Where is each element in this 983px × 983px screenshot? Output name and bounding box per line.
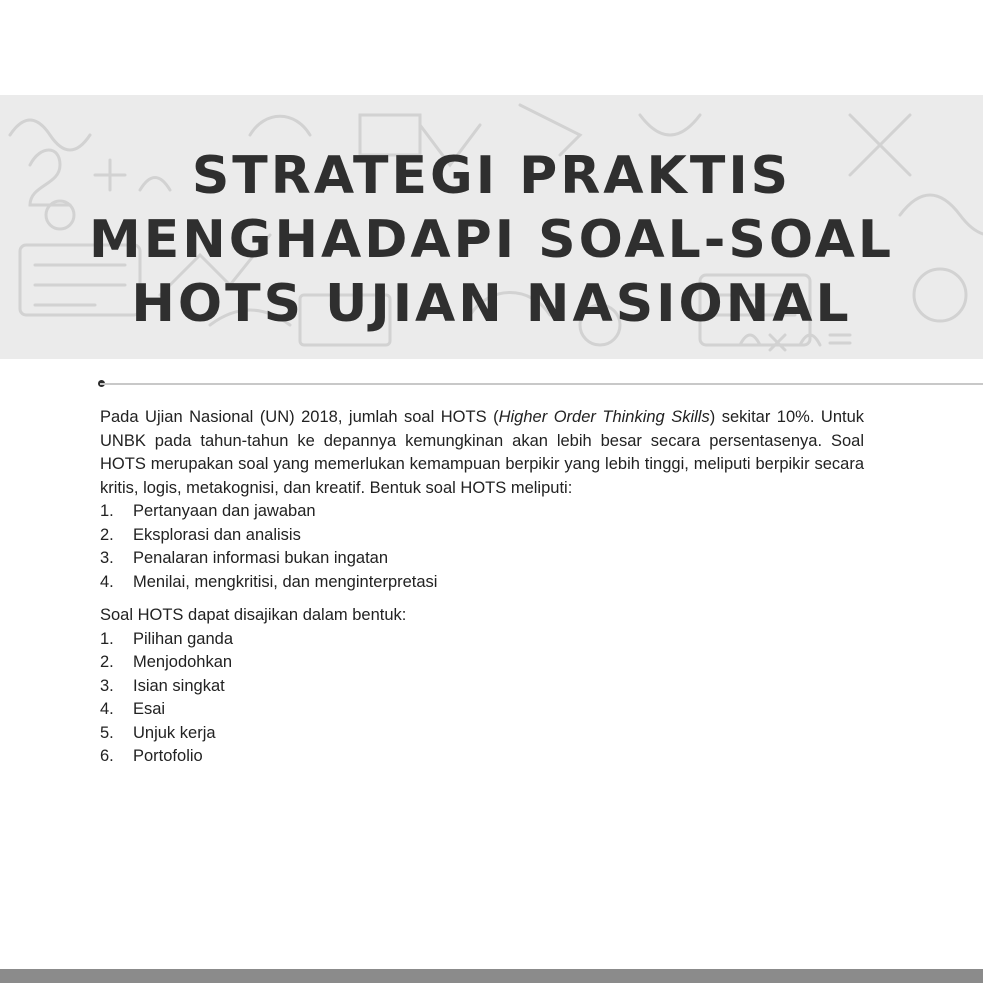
list-text: Eksplorasi dan analisis (133, 525, 301, 544)
list-number: 6. (100, 747, 114, 765)
list-text: Penalaran informasi bukan ingatan (133, 549, 389, 567)
list-text: Portofolio (133, 747, 203, 765)
list-number: 1. (100, 629, 114, 648)
list-number: 2. (100, 653, 114, 671)
section-divider (100, 383, 983, 385)
list-number: 5. (100, 723, 114, 742)
list-text: Unjuk kerja (133, 723, 216, 742)
title-line-1: STRATEGI PRAKTIS (191, 146, 792, 206)
list-item (100, 675, 864, 699)
list-item (100, 500, 864, 524)
title-line-2: MENGHADAPI SOAL-SOAL (88, 210, 895, 270)
list-text: Pilihan ganda (133, 629, 233, 648)
presentation-form-list (100, 628, 864, 769)
hots-form-list (100, 500, 864, 594)
title-line-3: HOTS UJIAN NASIONAL (131, 274, 852, 334)
list-item (100, 571, 864, 595)
list-item (100, 698, 864, 722)
presentation-paragraph: Soal HOTS dapat disajikan dalam bentuk: (100, 606, 407, 624)
intro-text-start: Pada Ujian Nasional (UN) 2018, jumlah soal HOTS ( (100, 408, 499, 426)
intro-text-end: ) sekitar 10%. Untuk UNBK pada tahun-tahun ke depannya kemungkinan akan lebih besar secara persentasenya. Soal HOTS merupakan soal yang memerlukan kemampuan berpikir yang lebih tinggi, meliputi berpikir secara kritis, logis, metakognisi, dan kreatif. Bentuk soal HOTS meliputi: (100, 408, 865, 497)
list-text: Esai (133, 700, 166, 718)
body-content (100, 406, 864, 769)
list-number: 2. (100, 525, 114, 544)
list-number: 3. (100, 549, 114, 567)
list-text: Menjodohkan (133, 653, 233, 671)
list-text: Pertanyaan dan jawaban (133, 502, 316, 520)
list-item (100, 745, 864, 769)
list-item (100, 651, 864, 675)
footer-bar (0, 969, 983, 983)
page-title (0, 144, 983, 336)
list-item (100, 547, 864, 571)
list-item (100, 722, 864, 746)
list-item (100, 524, 864, 548)
intro-paragraph (100, 406, 864, 500)
list-text: Menilai, mengkritisi, dan menginterpretasi (133, 572, 438, 591)
list-text: Isian singkat (133, 676, 225, 695)
list-number: 4. (100, 572, 114, 591)
list-number: 4. (100, 700, 114, 718)
list-number: 1. (100, 502, 114, 520)
intro-italic-term: Higher Order Thinking Skills (498, 408, 710, 426)
list-item (100, 628, 864, 652)
list-number: 3. (100, 676, 114, 695)
